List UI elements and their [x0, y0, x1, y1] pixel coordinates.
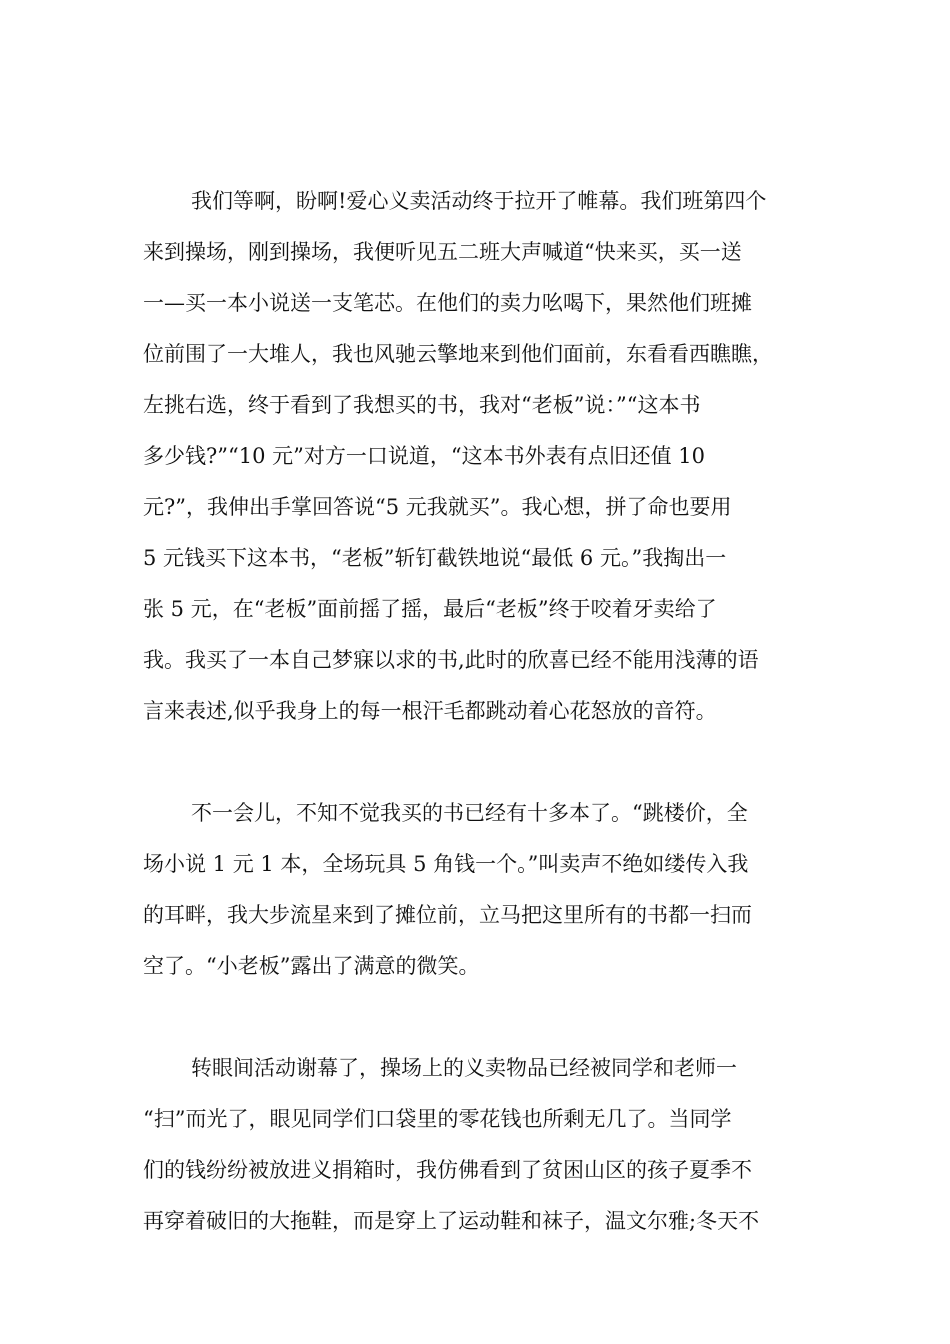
- paragraph-spacer: [143, 737, 808, 788]
- text-line: 们的钱纷纷被放进义捐箱时，我仿佛看到了贫困山区的孩子夏季不: [143, 1158, 752, 1182]
- text-line: 空了。“小老板”露出了满意的微笑。: [143, 954, 480, 978]
- text-line: 左挑右选，终于看到了我想买的书，我对“老板”说：”“这本书: [143, 393, 701, 417]
- text-line: 我们等啊，盼啊!爱心义卖活动终于拉开了帷幕。我们班第四个: [191, 189, 767, 213]
- text-line: 言来表述,似乎我身上的每一根汗毛都跳动着心花怒放的音符。: [143, 699, 717, 723]
- text-line: 元?”，我伸出手掌回答说“5 元我就买”。我心想，拼了命也要用: [143, 495, 732, 519]
- text-line: 张 5 元，在“老板”面前摇了摇，最后“老板”终于咬着牙卖给了: [143, 597, 717, 621]
- text-line: 来到操场，刚到操场，我便听见五二班大声喊道“快来买，买一送: [143, 240, 742, 264]
- text-line: 我。我买了一本自己梦寐以求的书,此时的欣喜已经不能用浅薄的语: [143, 648, 759, 672]
- text-line: 再穿着破旧的大拖鞋，而是穿上了运动鞋和袜子，温文尔雅;冬天不: [143, 1209, 760, 1233]
- text-line: 一—买一本小说送一支笔芯。在他们的卖力吆喝下，果然他们班摊: [143, 291, 752, 315]
- text-line: “扫”而光了，眼见同学们口袋里的零花钱也所剩无几了。当同学: [143, 1107, 732, 1131]
- text-line: 的耳畔，我大步流星来到了摊位前，立马把这里所有的书都一扫而: [143, 903, 752, 927]
- text-line: 5 元钱买下这本书，“老板”斩钉截铁地说“最低 6 元。”我掏出一: [143, 546, 727, 570]
- text-line: 多少钱?”“10 元”对方一口说道，“这本书外表有点旧还值 10: [143, 444, 705, 468]
- text-line: 转眼间活动谢幕了，操场上的义卖物品已经被同学和老师一: [191, 1056, 737, 1080]
- text-line: 位前围了一大堆人，我也风驰云擎地来到他们面前，东看看西瞧瞧，: [143, 342, 773, 366]
- paragraph-3: [143, 1043, 808, 1247]
- text-line: 不一会儿，不知不觉我买的书已经有十多本了。“跳楼价，全: [191, 801, 748, 825]
- paragraph-1: [143, 176, 808, 737]
- paragraph-spacer: [143, 992, 808, 1043]
- paragraph-2: [143, 788, 808, 992]
- document-body: [143, 176, 808, 1247]
- text-line: 场小说 1 元 1 本，全场玩具 5 角钱一个。”叫卖声不绝如缕传入我: [143, 852, 749, 876]
